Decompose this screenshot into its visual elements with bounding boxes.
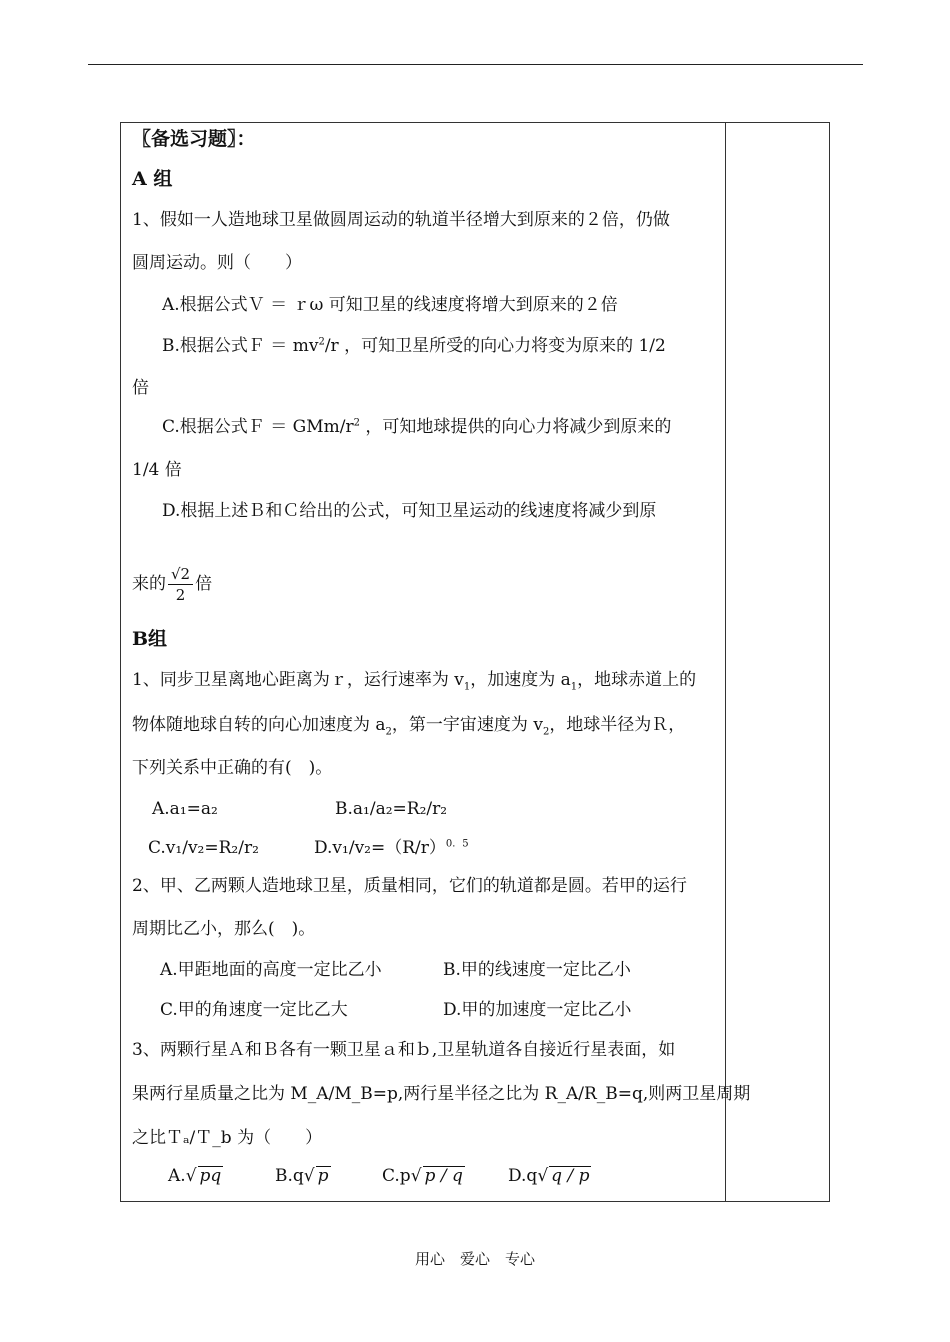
group-b-q1-line3: 下列关系中正确的有( )。 — [132, 758, 333, 778]
group-b-q2-option-a: A.甲距地面的高度一定比乙小 — [160, 960, 382, 980]
fraction: $\frac{√2}{2}$ — [168, 564, 193, 605]
group-b-q3-option-a: A.√ pq — [168, 1166, 222, 1186]
group-a-title: A 组 — [132, 168, 173, 190]
group-b-q2-option-d: D.甲的加速度一定比乙小 — [443, 1000, 632, 1020]
group-b-q3-line1: 3、两颗行星Ａ和Ｂ各有一颗卫星ａ和ｂ,卫星轨道各自接近行星表面，如 — [132, 1040, 676, 1060]
group-a-q1-option-c-cont: 1/4 倍 — [132, 460, 182, 480]
group-b-q1-option-b: B.a₁/a₂=R₂/r₂ — [335, 799, 448, 819]
group-b-q2-option-b: B.甲的线速度一定比乙小 — [443, 960, 631, 980]
group-b-q2-line2: 周期比乙小，那么( )。 — [132, 919, 316, 939]
page-footer: 用心 爱心 专心 — [414, 1250, 535, 1268]
group-b-q3-option-c: C.p√ p / q — [382, 1166, 463, 1186]
group-b-q2-line1: 2、甲、乙两颗人造地球卫星，质量相同，它们的轨道都是圆。若甲的运行 — [132, 876, 687, 896]
section-heading: 〖备选习题〗： — [132, 128, 256, 150]
group-b-title: B组 — [132, 628, 168, 650]
group-b-q3-option-d: D.q√ q / p — [508, 1166, 590, 1186]
group-b-q2-option-c: C.甲的角速度一定比乙大 — [160, 1000, 348, 1020]
group-a-q1-option-a: A.根据公式Ｖ ＝ ｒω 可知卫星的线速度将增大到原来的２倍 — [162, 295, 618, 315]
group-a-q1-line2: 圆周运动。则（ ） — [132, 253, 302, 273]
group-b-q1-option-c: C.v₁/v₂=R₂/r₂ — [148, 838, 259, 858]
header-rule — [88, 64, 863, 65]
group-b-q1-line1: 1、同步卫星离地心距离为ｒ，运行速率为 $v_1$，加速度为 $a_1$，地球赤道上的 — [132, 670, 697, 693]
group-a-q1-line1: 1、假如一人造地球卫星做圆周运动的轨道半径增大到原来的２倍，仍做 — [132, 210, 670, 230]
group-a-q1-option-b: B.根据公式Ｆ ＝ $mv^2/r$ ，可知卫星所受的向心力将变为原来的 1/2 — [162, 336, 666, 356]
group-b-q3-option-b: B.q√ p — [275, 1166, 329, 1186]
group-a-q1-option-d-cont: 来的 $\frac{√2}{2}$ 倍 — [132, 565, 213, 604]
table-column-divider — [725, 122, 726, 1202]
group-a-q1-option-c: C.根据公式Ｆ ＝ GMm/$r^2$ ，可知地球提供的向心力将减少到原来的 — [162, 417, 672, 437]
group-b-q1-line2: 物体随地球自转的向心加速度为 $a_2$，第一宇宙速度为 $v_2$，地球半径为Ｒ， — [132, 715, 686, 738]
group-b-q1-option-a: A.a₁=a₂ — [152, 799, 218, 819]
group-b-q3-line2: 果两行星质量之比为 M_A/M_B=p,两行星半径之比为 R_A/R_B=q,则两卫星周期 — [132, 1084, 751, 1104]
group-a-q1-option-b-cont: 倍 — [132, 378, 149, 398]
group-b-q3-line3: 之比Ｔₐ/Ｔ_b 为（ ） — [132, 1128, 323, 1148]
group-a-q1-option-d: D.根据上述Ｂ和Ｃ给出的公式，可知卫星运动的线速度将减少到原 — [162, 501, 657, 521]
group-b-q1-option-d: $D.v_1/v_2=(R/r)^{0.5}$ — [314, 838, 469, 858]
